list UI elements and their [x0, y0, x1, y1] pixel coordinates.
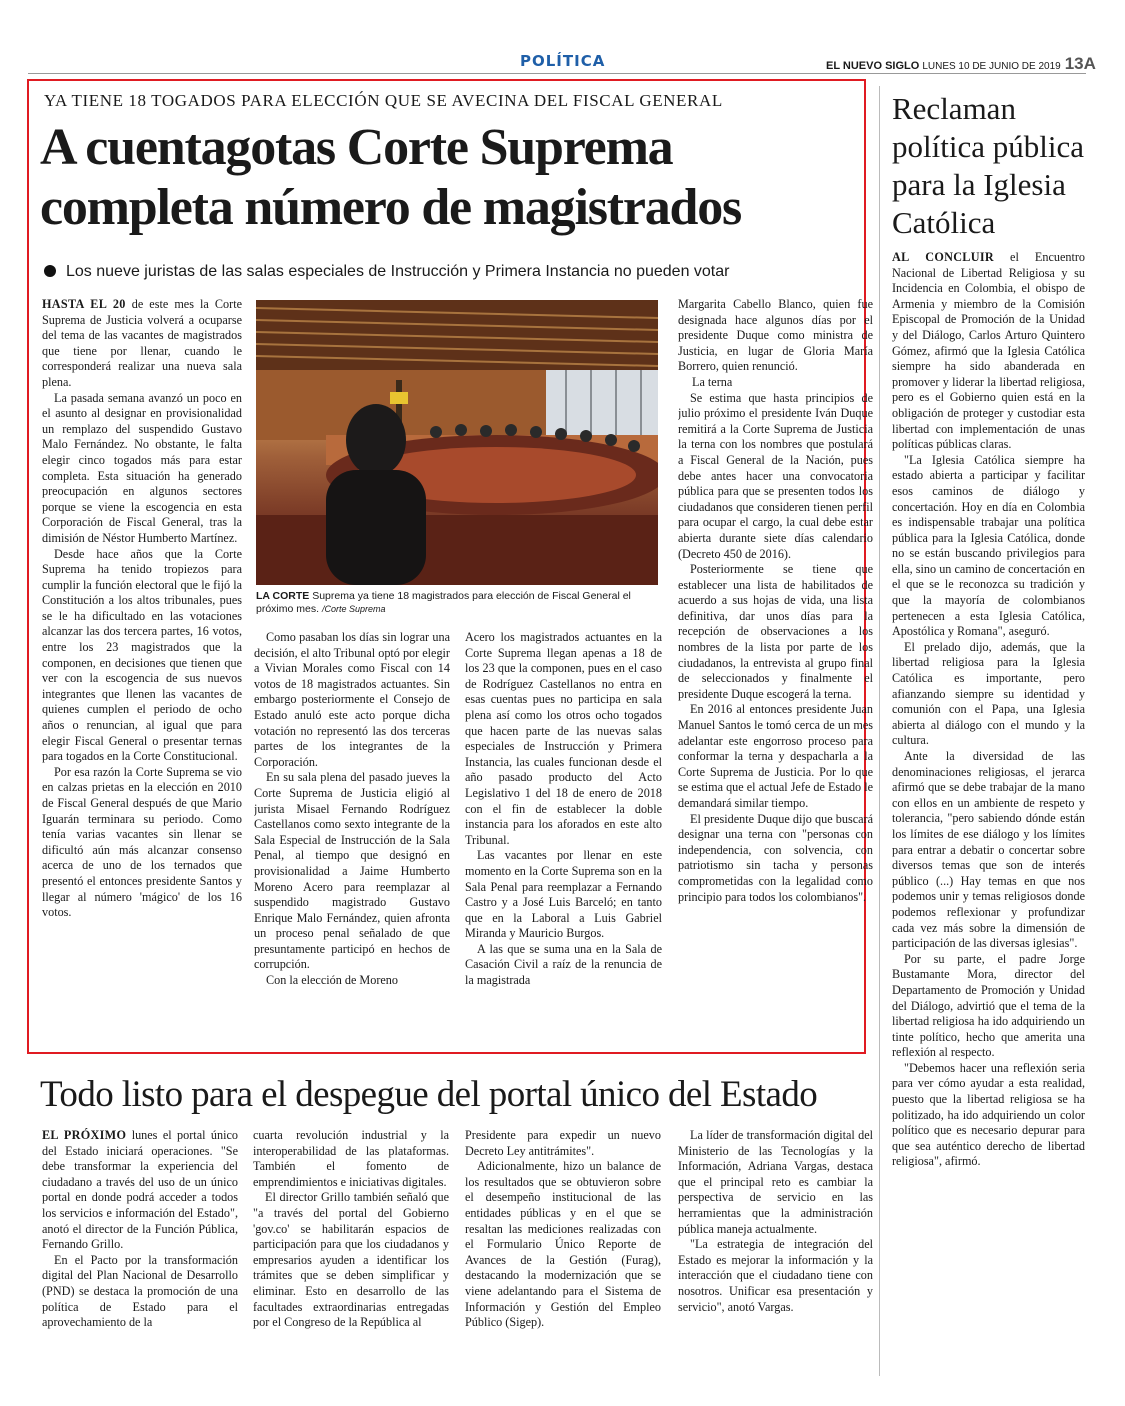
bottom-column-2: [253, 1128, 449, 1363]
lead-in: AL CONCLUIR: [892, 250, 994, 264]
paragraph: Posteriormente se tiene que establecer una lista de habilitados de acuerdo a sus hojas de vida, una lista definitiva, dar unos días para la recepción de observaciones a los nombres de la lista por parte de los ciudadanos, la entrevista al grupo final de seleccionados y finalmente el presidente Duque escogerá la terna.: [678, 562, 873, 701]
paragraph: Con la elección de Moreno: [266, 973, 398, 988]
subheading: La terna: [692, 374, 733, 389]
bottom-column-1: [42, 1128, 238, 1363]
lead-in: HASTA EL 20: [42, 297, 126, 311]
paragraph: En su sala plena del pasado jueves la Corte Suprema de Justicia eligió al jurista Misael Fernando Rodríguez Castellanos como sexto integrante de la Sala Especial de Instrucción de la Sala Penal, al tiempo que designó en provisionalidad a Jaime Humberto Moreno Acero para reemplazar al suspendido magistrado Gustavo Enrique Malo Fernández, quien afronta un proceso penal señalado de que presuntamente participó en hechos de corrupción.: [254, 770, 450, 972]
photo-caption: [256, 590, 658, 616]
paragraph: de este mes la Corte Suprema de Justicia volverá a ocuparse del tema de las vacantes de magistrados que tiene por llenar, cuando le corresponderá realizar una nueva sala plena.: [42, 297, 242, 389]
headline-line-2: completa número de magistrados: [40, 179, 742, 236]
paragraph: Acero los magistrados actuantes en la Corte Suprema llegan apenas a 18 de los 23 que la componen, pues en el caso de Rodríguez Castellanos no entra en esas cuentas pues no participa en sala plena así como los otros ocho togados que hacen parte de las nuevas salas especiales de Instrucción y Primera Instancia, las cuales funcionan desde el año pasado producto del Acto Legislativo 1 del 18 de enero de 2018 con el fin de establecer la doble instancia para los aforados en este alto Tribunal.: [465, 630, 662, 847]
paragraph: Ante la diversidad de las denominaciones religiosas, el jerarca afirmó que se debe trabajar de la mano con ellos en un ambiente de respeto y tolerancia, "pero sabiendo dónde están los límites de ese diálogo y los límites para entrar a debatir o concertar sobre diversos temas que son de interés público (...) Hay temas en que nos podemos unir y temas religiosos donde podemos reflexionar y profundizar cada vez más sobre la dimensión de participación de las diversas iglesias".: [892, 749, 1085, 951]
photo-credit: /Corte Suprema: [321, 604, 386, 614]
bottom-column-3: [465, 1128, 661, 1363]
header-rule: [28, 73, 1086, 74]
article-subhead: [44, 263, 729, 281]
page-number: 13A: [1064, 54, 1096, 73]
paragraph: Por esa razón la Corte Suprema se vio en calzas prietas en la elección en 2010 de Fiscal General después de que Mario Iguarán terminara su periodo. Como tenía varias vacantes sin llenar se dificultó aún más alcanzar consenso acerca de uno de los ternados que presentó el entonces presidente Santos y llegar al número 'mágico' de los 16 votos.: [42, 764, 242, 920]
paragraph: Presidente para expedir un nuevo Decreto Ley antitrámites".: [465, 1128, 661, 1158]
main-column-4: [678, 297, 873, 1042]
paragraph: El prelado dijo, además, que la libertad religiosa para la Iglesia Católica es importante, pero afianzando siempre su identidad y comunión con el Papa, una Iglesia abierta al diálogo con el mundo y la cultura.: [892, 639, 1085, 748]
headline-line-1: A cuentagotas Corte Suprema: [40, 119, 673, 176]
masthead: [826, 54, 1096, 74]
section-label: POLÍTICA: [520, 52, 606, 70]
subhead-text: Los nueve juristas de las salas especiales de Instrucción y Primera Instancia no pueden votar: [66, 263, 730, 280]
column-divider: [879, 86, 880, 1376]
lead-in: EL PRÓXIMO: [42, 1128, 127, 1142]
main-column-2: [254, 630, 450, 1042]
paragraph: A las que se suma una en la Sala de Casación Civil a raíz de la renuncia de la magistrada: [465, 941, 662, 988]
paragraph: "La estrategia de integración del Estado es mejorar la información y la interacción que el ciudadano tiene con nosotros. Unificar esa presentación y servicio", anotó Vargas.: [678, 1237, 873, 1314]
caption-text: Suprema ya tiene 18 magistrados para elección de Fiscal General el próximo mes.: [256, 590, 631, 615]
paragraph: cuarta revolución industrial y la interoperabilidad de las plataformas. También el fomento de emprendimientos e iniciativas digitales.: [253, 1128, 449, 1189]
issue-date: LUNES 10 DE JUNIO DE 2019: [922, 61, 1061, 72]
side-article-body: [892, 250, 1085, 1380]
bottom-headline: Todo listo para el despegue del portal único del Estado: [40, 1074, 818, 1115]
side-headline: Reclaman política pública para la Iglesia Católica: [892, 91, 1084, 240]
paragraph: Como pasaban los días sin lograr una decisión, el alto Tribunal optó por elegir a Vivian Morales como Fiscal con 14 votos de 18 magistrados actuantes. Sin embargo posteriormente el Consejo de Estado anuló este acto porque dicha votación no representó las dos terceras partes de los integrantes de la Corporación.: [254, 630, 450, 769]
paragraph: "Debemos hacer una reflexión seria para ver cómo ayudar a esta realidad, puesto que la libertad religiosa se ha politizado, ha ido adquiriendo un color político que es necesario depurar para que sea auténtico derecho de libertad religiosa", afirmó.: [892, 1060, 1085, 1169]
paragraph: El presidente Duque dijo que buscará designar una terna con "personas con independencia, con solvencia, con patriotismo sin tacha y personas comprometidas con la legalidad como principio para todos los colombianos".: [678, 811, 873, 904]
article-kicker: YA TIENE 18 TOGADOS PARA ELECCIÓN QUE SE AVECINA DEL FISCAL GENERAL: [44, 91, 723, 110]
paragraph: Por su parte, el padre Jorge Bustamante Mora, director del Departamento de Promoción y Unidad del Diálogo, advirtió que el tema de la libertad religiosa ha ido adquiriendo un tinte político, hecho que amerita una reflexión al respecto.: [892, 951, 1085, 1060]
paragraph: Las vacantes por llenar en este momento en la Corte Suprema son en la Sala Penal para reemplazar a Fernando Castro y a José Luis Barceló; en tanto que en la Laboral a Luis Gabriel Miranda y Mauricio Burgos.: [465, 848, 662, 941]
paragraph: La líder de transformación digital del Ministerio de las Tecnologías y la Información, Adriana Vargas, destaca que el principal reto es cambiar la perspectiva de servicio en las herramientas que la administración pública maneja actualmente.: [678, 1128, 873, 1236]
paragraph: En el Pacto por la transformación digital del Plan Nacional de Desarrollo (PND) se destaca la promoción de una política de Estado para el aprovechamiento de la: [42, 1252, 238, 1330]
main-column-3: [465, 630, 662, 1042]
paragraph: Margarita Cabello Blanco, quien fue designada hace algunos días por el presidente Duque como ministra de Justicia, en lugar de Gloria María Borrero, quien renunció.: [678, 297, 873, 374]
paragraph: lunes el portal único del Estado iniciará operaciones. "Se debe transformar la experiencia del ciudadano a través del uso de un único portal en donde podrá acceder a todos los servicios e información del Estado", anotó el director de la Función Pública, Fernando Grillo.: [42, 1128, 238, 1252]
paragraph: "La Iglesia Católica siempre ha estado abierta a participar y facilitar esos caminos de diálogo y concertación. Hoy en día en Colombia es indispensable trabajar una política pública para la Iglesia Católica, donde no se están buscando privilegios para ella, sino un camino de concertación en el que se le reconozca su tradición y que la mayoría de colombianos pertenecen a esta Iglesia Católica, Apostólica y Romana", aseguró.: [892, 452, 1085, 639]
main-column-1: [42, 297, 242, 1042]
article-headline: [40, 118, 860, 238]
paragraph: Desde hace años que la Corte Suprema ha tenido tropiezos para cumplir la función electoral que le fijó la Constitución a los altos tribunales, pues se le ha dificultado en las votaciones alcanzar las dos tercera partes, 16 votos, entre los 23 magistrados que la componen, en decisiones que tienen que ver con la escogencia de sus nuevos integrantes que llenen las vacantes de quienes cumplen el periodo de ocho años o renuncian, al igual que para elegir Fiscal General o presentar ternas para togados en la Corte Constitucional.: [42, 546, 242, 764]
bottom-column-4: [678, 1128, 873, 1363]
paragraph: Se estima que hasta principios de julio próximo el presidente Iván Duque remitirá a la Corte Suprema de Justicia la terna con los nombres que postulará a Fiscal General de la Nación, pues debe antes hacer una convocatoria pública para que se presenten todos los ciudadanos que consideren tienen perfil para ocupar el cargo, la cual debe estar abierta durante siete días calendario (Decreto 450 de 2016).: [678, 390, 873, 561]
paragraph: el Encuentro Nacional de Libertad Religiosa y su Incidencia en Colombia, el obispo de Armenia y miembro de la Comisión Episcopal de Promoción de la Unidad y del Diálogo, Carlos Arturo Quintero Gómez, afirmó que la Iglesia Católica siempre ha sido abanderada en promover y liderar la libertad religiosa, pero es el Gobierno quien está en la obligación de proteger y custodiar esta libertad con implementación de unas políticas públicas claras.: [892, 250, 1085, 452]
bullet-icon: [44, 265, 56, 277]
paper-name: EL NUEVO SIGLO: [826, 60, 920, 72]
caption-lead: LA CORTE: [256, 590, 310, 602]
paragraph: En 2016 al entonces presidente Juan Manuel Santos le tomó cerca de un mes adelantar este engorroso proceso para conformar la terna y despacharla a la Corte Suprema de Justicia. Por lo que se estima que el actual Jefe de Estado le demandará similar tiempo.: [678, 702, 873, 810]
paragraph: El director Grillo también señaló que "a través del portal del Gobierno 'gov.co' se habilitarán espacios de participación para que los ciudadanos y empresarios ayuden a identificar los trámites que se deben simplificar y eliminar. Esto en desarrollo de las facultades extraordinarias entregadas por el Congreso de la República al: [253, 1190, 449, 1330]
paragraph: Adicionalmente, hizo un balance de los resultados que se obtuvieron sobre el desempeño institucional de las entidades públicas y en el que se resaltan las mediciones realizadas con el Formulario Único Reporte de Avances de la Gestión (Furag), destacando la modernización que se viene adelantando para el Sistema de Información y Gestión del Empleo Público (Sigep).: [465, 1159, 661, 1330]
court-photo: [256, 300, 658, 585]
paragraph: La pasada semana avanzó un poco en el asunto al designar en provisionalidad un remplazo del suspendido Gustavo Malo Fernández. No obstante, le falta elegir cinco togados más para estar completa. Esta situación ha generado preocupación en algunos sectores porque se viene la escogencia en esta Corporación de Fiscal General, tras la dimisión de Néstor Humberto Martínez.: [42, 390, 242, 545]
courtroom-illustration: [256, 300, 658, 585]
